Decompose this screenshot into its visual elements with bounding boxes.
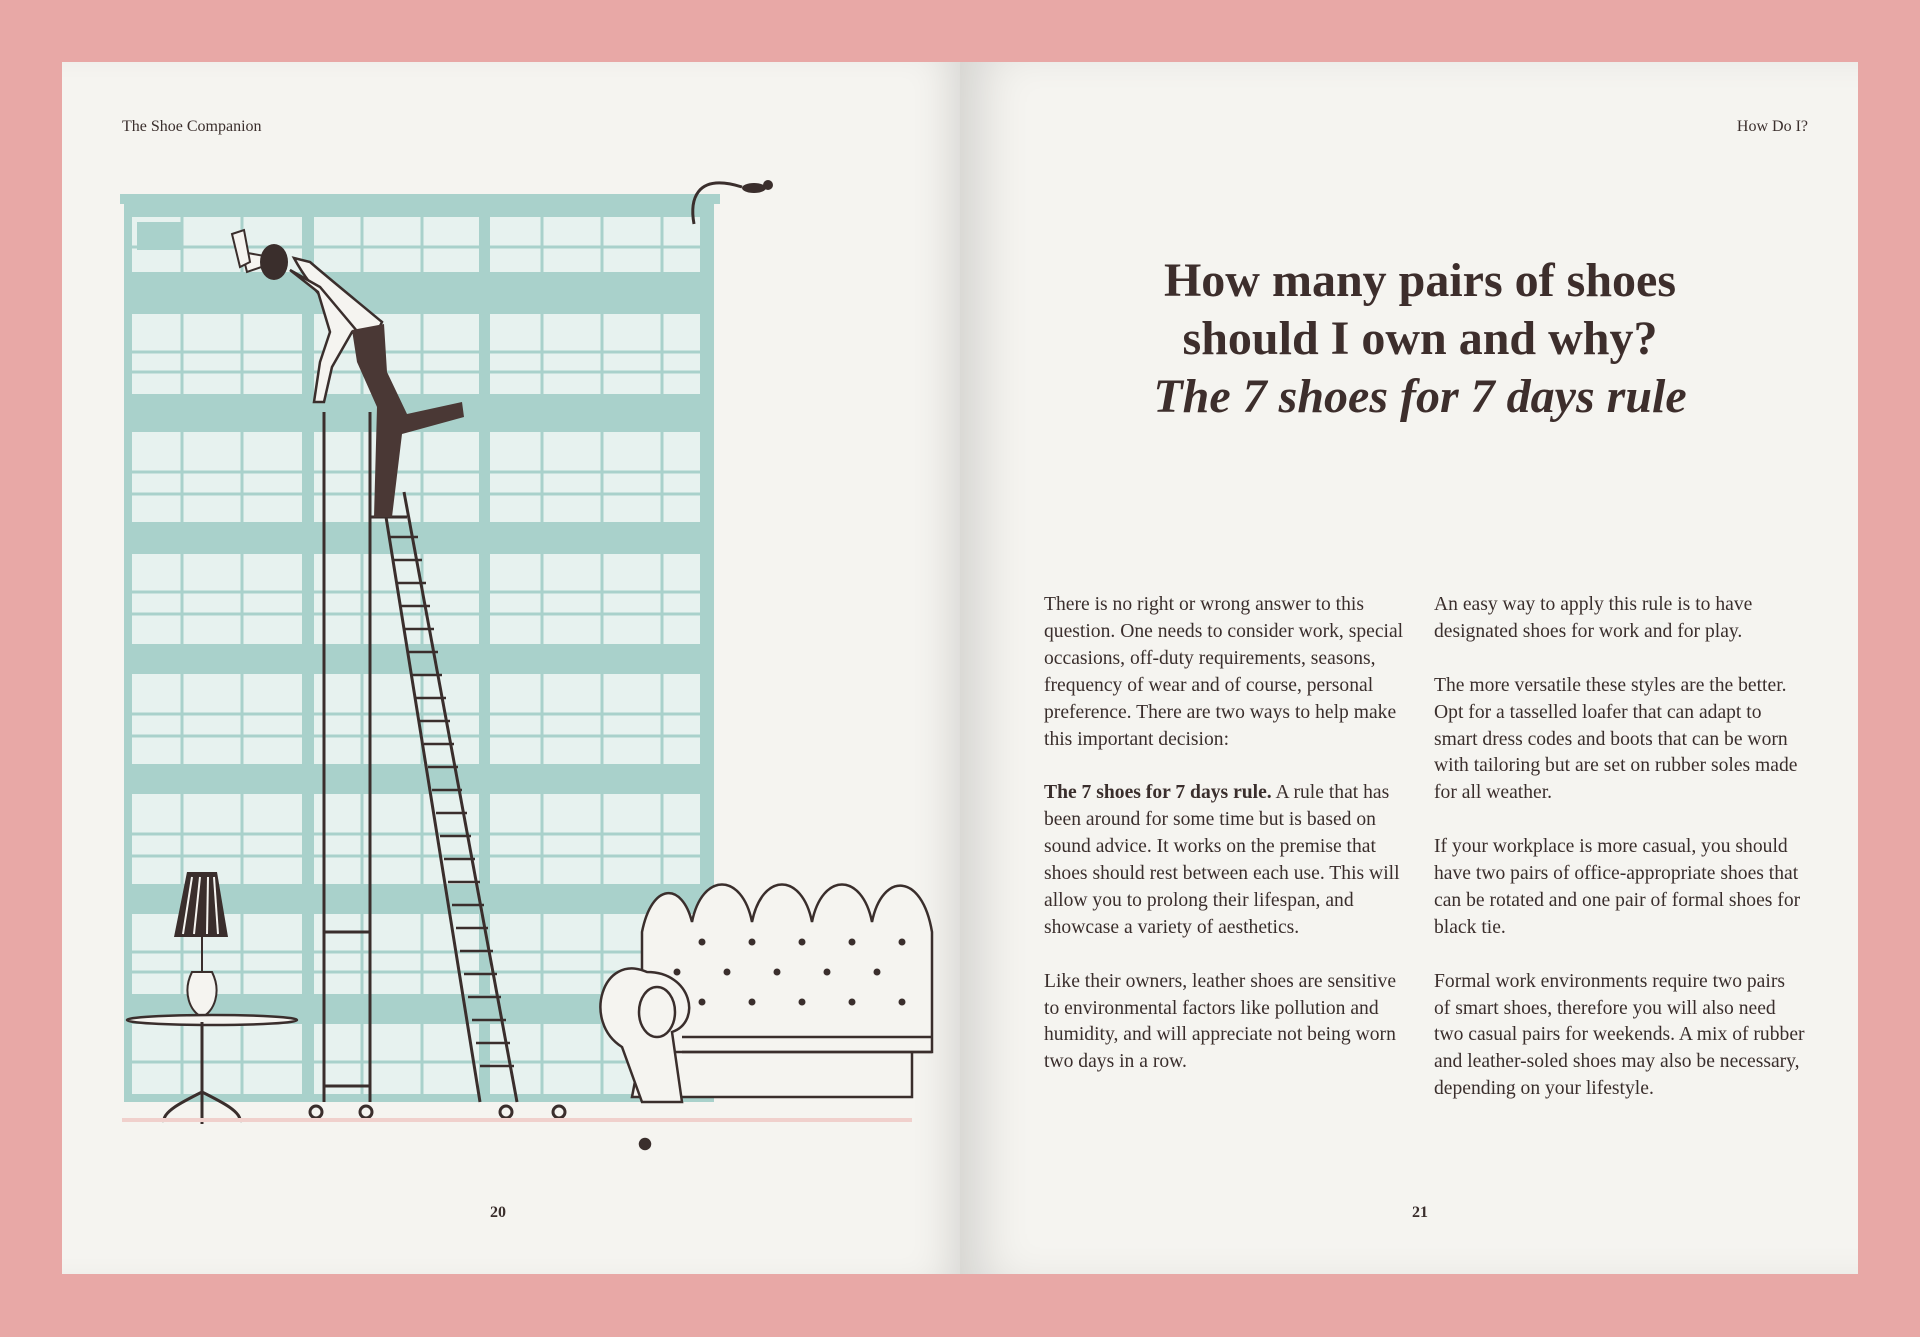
bookshelf-ladder-illustration: [62, 62, 960, 1274]
text-column-1: [1044, 592, 1416, 1103]
title-line-2: should I own and why?: [1182, 312, 1658, 365]
paragraph-rest: A rule that has been around for some time but is based on sound advice. It works on the premise that shoes should rest between each use. This will allow you to prolong their lifespan, and showcase a variety of aesthetics.: [1044, 782, 1400, 938]
running-head-left: The Shoe Companion: [122, 118, 262, 135]
paragraph: Formal work environments require two pairs of smart shoes, therefore you will also need two casual pairs for weekends. A mix of rubber and leather-soled shoes may also be necessary, depending on your lifestyle.: [1434, 970, 1805, 1100]
sofa-illustration: [600, 885, 932, 1150]
paragraph: [1044, 780, 1416, 941]
paragraph: Like their owners, leather shoes are sensitive to environmental factors like pollution and humidity, and will appreciate not being worn two days in a row.: [1044, 970, 1397, 1073]
paragraph: An easy way to apply this rule is to have designated shoes for work and for play.: [1434, 594, 1753, 642]
paragraph: If your workplace is more casual, you should have two pairs of office-appropriate shoes that can be rotated and one pair of formal shoes for black tie.: [1434, 836, 1801, 938]
text-column-2: [1434, 592, 1806, 1130]
running-head-right: How Do I?: [1736, 118, 1808, 135]
title-line-1: How many pairs of shoes: [1163, 254, 1677, 307]
paragraph: There is no right or wrong answer to this question. One needs to consider work, special occasions, off-duty requirements, seasons, frequency of wear and of course, personal preference. There are two ways to help make this important decision:: [1044, 594, 1404, 750]
page-title: [1080, 252, 1760, 426]
title-subtitle: The 7 shoes for 7 days rule: [1153, 370, 1687, 423]
page-number-right: 21: [1412, 1204, 1428, 1221]
bold-lead: The 7 shoes for 7 days rule.: [1044, 782, 1272, 804]
page-number-left: 20: [490, 1204, 506, 1221]
left-page: [62, 62, 960, 1274]
right-page: [960, 62, 1858, 1274]
paragraph: The more versatile these styles are the better. Opt for a tasselled loafer that can adapt to smart dress codes and boots that can be worn with tailoring but are set on rubber soles made for all weather.: [1434, 674, 1798, 804]
bookshelf: [120, 194, 720, 1102]
